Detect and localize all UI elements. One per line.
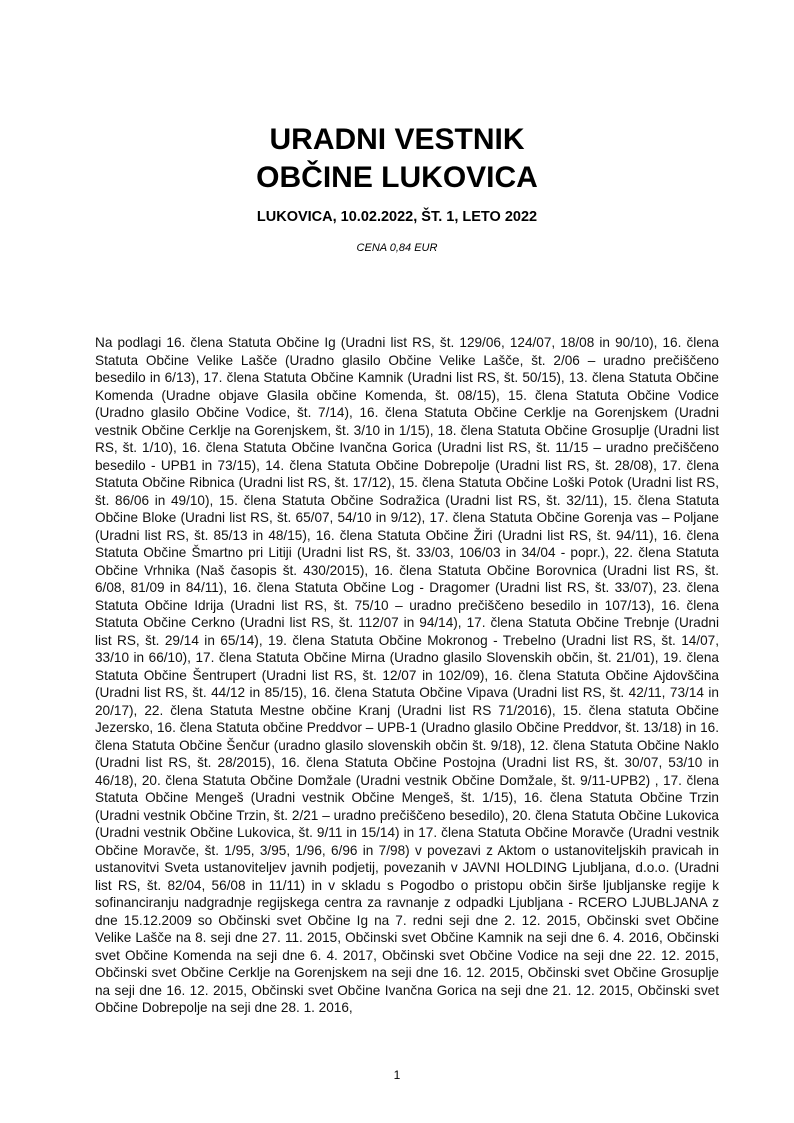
body-paragraph: Na podlagi 16. člena Statuta Občine Ig (Uradni list RS, št. 129/06, 124/07, 18/08 in 90/10), 16. člena Statuta Občine Velike Lašče (Uradno glasilo Občine Velike Lašče, št. 2/06 – uradno prečiščeno besedilo in 6/13), 17. člena Statuta Občine Kamnik (Uradni list RS, št. 50/15), 13. člena Statuta Občine Komenda (Uradne objave Glasila občine Komenda, št. 08/15), 15. člena Statuta Občine Vodice (Uradno glasilo Občine Vodice, št. 7/14), 16. člena Statuta Občine Cerklje na Gorenjskem (Uradni vestnik Občine Cerklje na Gorenjskem, št. 3/10 in 1/15), 18. člena Statuta Občine Grosuplje (Uradni list RS, št. 1/10), 16. člena Statuta Občine Ivančna Gorica (Uradni list RS, št. 11/15 – uradno prečiščeno besedilo - UPB1 in 73/15), 14. člena Statuta Občine Dobrepolje (Uradni list RS, št. 28/08), 17. člena Statuta Občine Ribnica (Uradni list RS, št. 17/12), 15. člena Statuta Občine Loški Potok (Uradni list RS, št. 86/06 in 49/10), 15. člena Statuta Občine Sodražica (Uradni list RS, št. 32/11), 15. člena Statuta Občine Bloke (Uradni list RS, št. 65/07, 54/10 in 9/12), 17. člena Statuta Občine Gorenja vas – Poljane (Uradni list RS, št. 85/13 in 48/15), 16. člena Statuta Občine Žiri (Uradni list RS, št. 94/11), 16. člena Statuta Občine Šmartno pri Litiji (Uradni list RS, št. 33/03, 106/03 in 34/04 - popr.), 22. člena Statuta Občine Vrhnika (Naš časopis št. 430/2015), 16. člena Statuta Občine Borovnica (Uradni list RS, št. 6/08, 81/09 in 84/11), 16. člena Statuta Občine Log - Dragomer (Uradni list RS, št. 33/07), 23. člena Statuta Občine Idrija (Uradni list RS, št. 75/10 – uradno prečiščeno besedilo in 107/13), 16. člena Statuta Občine Cerkno (Uradni list RS, št. 112/07 in 94/14), 17. člena Statuta Občine Trebnje (Uradni list RS, št. 29/14 in 65/14), 19. člena Statuta Občine Mokronog - Trebelno (Uradni list RS, št. 14/07, 33/10 in 66/10), 17. člena Statuta Občine Mirna (Uradno glasilo Slovenskih občin, št. 21/01), 19. člena Statuta Občine Šentrupert (Uradni list RS, št. 12/07 in 102/09), 16. člena Statuta Občine Ajdovščina (Uradni list RS, št. 44/12 in 85/15), 16. člena Statuta Občine Vipava (Uradni list RS, št. 42/11, 73/14 in 20/17), 22. člena Statuta Mestne občine Kranj (Uradni list RS 71/2016), 15. člena statuta Občine Jezersko, 16. člena Statuta občine Preddvor – UPB-1 (Uradno glasilo Občine Preddvor, št. 13/18) in 16. člena Statuta Občine Šenčur (uradno glasilo slovenskih občin št. 9/18), 12. člena Statuta Občine Naklo (Uradni list RS, št. 28/2015), 16. člena Statuta Občine Postojna (Uradni list RS, št. 30/07, 53/10 in 46/18), 20. člena Statuta Občine Domžale (Uradni vestnik Občine Domžale, št. 9/11-UPB2) , 17. člena Statuta Občine Mengeš (Uradni vestnik Občine Mengeš, št. 1/15), 16. člena Statuta Občine Trzin (Uradni vestnik Občine Trzin, št. 2/21 – uradno prečiščeno besedilo), 20. člena Statuta Občine Lukovica (Uradni vestnik Občine Lukovica, št. 9/11 in 15/14) in 17. člena Statuta Občine Moravče (Uradni vestnik Občine Moravče, št. 1/95, 3/95, 1/96, 6/96 in 7/98) v povezavi z Aktom o ustanoviteljskih pravicah in ustanovitvi Sveta ustanoviteljev javnih podjetij, povezanih v JAVNI HOLDING Ljubljana, d.o.o. (Uradni list RS, št. 82/04, 56/08 in 11/11) in v skladu s Pogodbo o pristopu občin širše ljubljanske regije k sofinanciranju nadgradnje regijskega centra za ravnanje z odpadki Ljubljana - RCERO LJUBLJANA z dne 15.12.2009 so Občinski svet Občine Ig na 7. redni seji dne 2. 12. 2015, Občinski svet Občine Velike Lašče na 8. seji dne 27. 11. 2015, Občinski svet Občine Kamnik na seji dne 6. 4. 2016, Občinski svet Občine Komenda na seji dne 6. 4. 2017, Občinski svet Občine Vodice na seji dne 22. 12. 2015, Občinski svet Občine Cerklje na Gorenjskem na seji dne 16. 12. 2015, Občinski svet Občine Grosuplje na seji dne 16. 12. 2015, Občinski svet Občine Ivančna Gorica na seji dne 21. 12. 2015, Občinski svet Občine Dobrepolje na seji dne 28. 1. 2016, (95, 335, 719, 1015)
title-line-1: URADNI VESTNIK (269, 123, 525, 156)
page-number: 1 (393, 1068, 401, 1082)
title-line-2: OBČINE LUKOVICA (256, 161, 538, 194)
issue-line: LUKOVICA, 10.02.2022, ŠT. 1, LETO 2022 (256, 209, 538, 225)
price-line: CENA 0,84 EUR (356, 242, 438, 254)
